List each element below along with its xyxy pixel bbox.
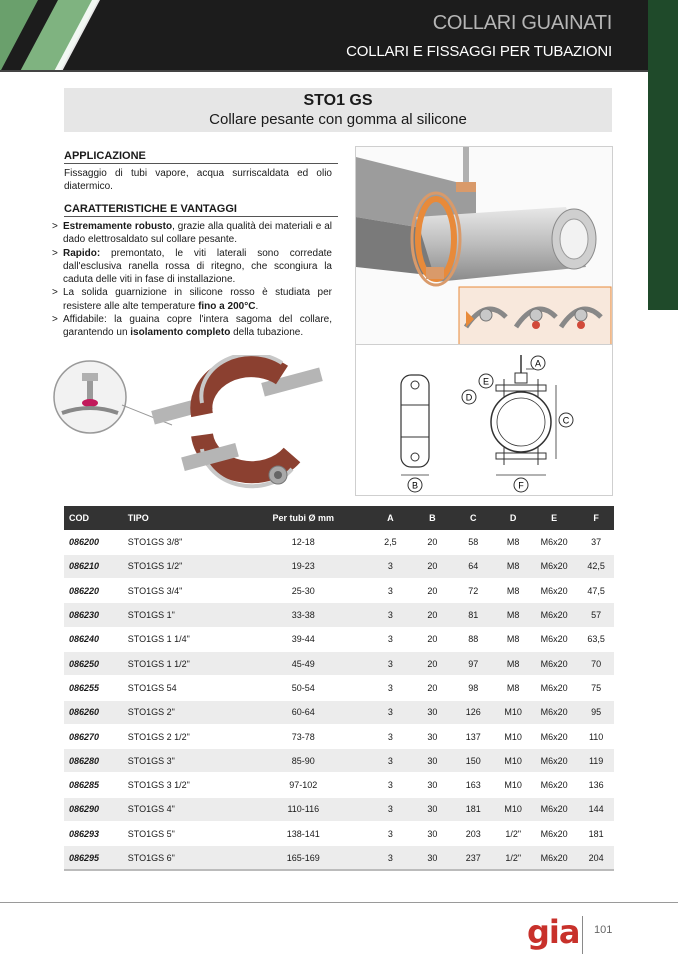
col-header-diameter: Per tubi Ø mm bbox=[240, 506, 366, 530]
table-header-row bbox=[64, 506, 614, 530]
table-cell: 60-64 bbox=[240, 700, 366, 724]
table-cell: 3 bbox=[366, 579, 414, 603]
table-cell: M6x20 bbox=[530, 724, 578, 748]
table-cell: 30 bbox=[415, 822, 451, 846]
header-divider bbox=[0, 70, 678, 72]
dim-label-b: B bbox=[411, 480, 419, 491]
table-cell: 98 bbox=[450, 676, 496, 700]
table-cell: 086280 bbox=[64, 749, 123, 773]
table-cell: 30 bbox=[415, 846, 451, 870]
table-cell: 30 bbox=[415, 700, 451, 724]
table-cell: M8 bbox=[496, 579, 530, 603]
table-cell: 19-23 bbox=[240, 554, 366, 578]
table-row bbox=[64, 749, 614, 773]
table-cell: 20 bbox=[415, 554, 451, 578]
table-row bbox=[64, 651, 614, 675]
table-row bbox=[64, 773, 614, 797]
table-cell: 086210 bbox=[64, 554, 123, 578]
table-cell: 086295 bbox=[64, 846, 123, 870]
table-cell: 237 bbox=[450, 846, 496, 870]
table-row bbox=[64, 554, 614, 578]
table-row bbox=[64, 724, 614, 748]
table-cell: 64 bbox=[450, 554, 496, 578]
table-cell: 30 bbox=[415, 724, 451, 748]
table-cell: M6x20 bbox=[530, 749, 578, 773]
table-cell: M10 bbox=[496, 797, 530, 821]
table-cell: 33-38 bbox=[240, 603, 366, 627]
table-cell: 70 bbox=[578, 651, 614, 675]
category-title: COLLARI GUAINATI bbox=[432, 12, 612, 34]
table-cell: 150 bbox=[450, 749, 496, 773]
table-cell: 25-30 bbox=[240, 579, 366, 603]
table-row bbox=[64, 822, 614, 846]
table-cell: 086240 bbox=[64, 627, 123, 651]
table-cell: 181 bbox=[450, 797, 496, 821]
table-cell: 136 bbox=[578, 773, 614, 797]
table-cell: M8 bbox=[496, 530, 530, 554]
table-cell: M8 bbox=[496, 627, 530, 651]
feature-item: > Affidabile: la guaina copre l'intera sagoma del collare, garantendo un isolamento completo della tubazione. bbox=[52, 313, 332, 340]
table-cell: 30 bbox=[415, 773, 451, 797]
table-cell: 58 bbox=[450, 530, 496, 554]
table-cell: M10 bbox=[496, 773, 530, 797]
table-cell: M6x20 bbox=[530, 797, 578, 821]
table-cell: 1/2" bbox=[496, 822, 530, 846]
table-cell: 086290 bbox=[64, 797, 123, 821]
product-subtitle: Collare pesante con gomma al silicone bbox=[209, 111, 467, 128]
table-row bbox=[64, 846, 614, 870]
table-cell: 3 bbox=[366, 554, 414, 578]
table-cell: STO1GS 1" bbox=[123, 603, 241, 627]
table-cell: M6x20 bbox=[530, 846, 578, 870]
brand-logo: gia bbox=[527, 913, 580, 951]
col-header-f: F bbox=[578, 506, 614, 530]
table-cell: 45-49 bbox=[240, 651, 366, 675]
table-cell: 57 bbox=[578, 603, 614, 627]
table-cell: 086220 bbox=[64, 579, 123, 603]
table-cell: 20 bbox=[415, 603, 451, 627]
table-cell: 81 bbox=[450, 603, 496, 627]
table-cell: 138-141 bbox=[240, 822, 366, 846]
table-cell: 086255 bbox=[64, 676, 123, 700]
table-cell: 20 bbox=[415, 530, 451, 554]
product-title-band bbox=[64, 88, 612, 132]
feature-item: > La solida guarnizione in silicone rosso è studiata per resistere alle alte temperature fino a 200°C. bbox=[52, 286, 332, 313]
table-cell: 3 bbox=[366, 724, 414, 748]
col-header-tipo: TIPO bbox=[123, 506, 241, 530]
table-cell: 3 bbox=[366, 651, 414, 675]
technical-drawing bbox=[355, 344, 613, 496]
table-cell: 3 bbox=[366, 773, 414, 797]
dim-label-a: A bbox=[534, 358, 542, 369]
table-cell: 30 bbox=[415, 749, 451, 773]
subcategory-title: COLLARI E FISSAGGI PER TUBAZIONI bbox=[346, 43, 612, 60]
table-cell: M6x20 bbox=[530, 530, 578, 554]
table-cell: 110-116 bbox=[240, 797, 366, 821]
table-cell: M8 bbox=[496, 603, 530, 627]
table-cell: 086270 bbox=[64, 724, 123, 748]
page-header bbox=[0, 0, 678, 72]
table-cell: 20 bbox=[415, 676, 451, 700]
footer-divider bbox=[0, 902, 678, 903]
table-cell: 85-90 bbox=[240, 749, 366, 773]
features-list bbox=[52, 220, 332, 340]
table-cell: 30 bbox=[415, 797, 451, 821]
table-cell: M6x20 bbox=[530, 554, 578, 578]
table-cell: 086200 bbox=[64, 530, 123, 554]
table-cell: 3 bbox=[366, 627, 414, 651]
table-cell: 3 bbox=[366, 603, 414, 627]
table-cell: STO1GS 3" bbox=[123, 749, 241, 773]
table-cell: STO1GS 2" bbox=[123, 700, 241, 724]
table-cell: 119 bbox=[578, 749, 614, 773]
application-text: Fissaggio di tubi vapore, acqua surriscaldata ed olio diatermico. bbox=[64, 168, 332, 192]
application-heading: APPLICAZIONE bbox=[64, 150, 338, 164]
table-cell: M6x20 bbox=[530, 676, 578, 700]
feature-item: > Rapido: premontato, le viti laterali sono corredate dall'esclusiva ranella rossa di ritegno, che scongiura la caduta delle viti in fase di installazione. bbox=[52, 247, 332, 287]
table-cell: 37 bbox=[578, 530, 614, 554]
table-cell: 20 bbox=[415, 627, 451, 651]
table-cell: 3 bbox=[366, 676, 414, 700]
table-cell: 97 bbox=[450, 651, 496, 675]
table-cell: 1/2" bbox=[496, 846, 530, 870]
col-header-d: D bbox=[496, 506, 530, 530]
table-cell: M6x20 bbox=[530, 700, 578, 724]
table-row bbox=[64, 676, 614, 700]
table-cell: STO1GS 2 1/2" bbox=[123, 724, 241, 748]
table-cell: M8 bbox=[496, 651, 530, 675]
dim-label-f: F bbox=[518, 480, 524, 491]
table-cell: M8 bbox=[496, 554, 530, 578]
col-header-a: A bbox=[366, 506, 414, 530]
col-header-b: B bbox=[415, 506, 451, 530]
table-cell: STO1GS 3/4" bbox=[123, 579, 241, 603]
table-cell: STO1GS 3/8" bbox=[123, 530, 241, 554]
table-cell: 63,5 bbox=[578, 627, 614, 651]
table-cell: M6x20 bbox=[530, 822, 578, 846]
table-cell: 20 bbox=[415, 579, 451, 603]
table-cell: 3 bbox=[366, 749, 414, 773]
table-cell: 39-44 bbox=[240, 627, 366, 651]
table-cell: 204 bbox=[578, 846, 614, 870]
table-cell: 3 bbox=[366, 700, 414, 724]
table-cell: 137 bbox=[450, 724, 496, 748]
col-header-cod: COD bbox=[64, 506, 123, 530]
table-cell: 086285 bbox=[64, 773, 123, 797]
table-cell: 72 bbox=[450, 579, 496, 603]
table-cell: 126 bbox=[450, 700, 496, 724]
clamp-product-image bbox=[52, 355, 342, 495]
table-cell: STO1GS 1 1/2" bbox=[123, 651, 241, 675]
table-cell: STO1GS 3 1/2" bbox=[123, 773, 241, 797]
dim-label-c: C bbox=[562, 415, 570, 426]
table-cell: 75 bbox=[578, 676, 614, 700]
table-cell: 12-18 bbox=[240, 530, 366, 554]
table-cell: 086260 bbox=[64, 700, 123, 724]
table-cell: 110 bbox=[578, 724, 614, 748]
table-cell: 165-169 bbox=[240, 846, 366, 870]
table-cell: 181 bbox=[578, 822, 614, 846]
table-cell: 144 bbox=[578, 797, 614, 821]
table-cell: 95 bbox=[578, 700, 614, 724]
product-code: STO1 GS bbox=[303, 92, 373, 109]
table-cell: 88 bbox=[450, 627, 496, 651]
table-cell: 47,5 bbox=[578, 579, 614, 603]
table-cell: STO1GS 5" bbox=[123, 822, 241, 846]
table-cell: 203 bbox=[450, 822, 496, 846]
dim-label-d: D bbox=[465, 392, 473, 403]
pipe-installation-image bbox=[355, 146, 613, 353]
features-heading: CARATTERISTICHE E VANTAGGI bbox=[64, 203, 338, 217]
table-cell: M6x20 bbox=[530, 627, 578, 651]
table-cell: M6x20 bbox=[530, 603, 578, 627]
table-cell: 3 bbox=[366, 797, 414, 821]
table-cell: STO1GS 1/2" bbox=[123, 554, 241, 578]
page-number: 101 bbox=[594, 924, 613, 936]
table-cell: 73-78 bbox=[240, 724, 366, 748]
table-cell: 42,5 bbox=[578, 554, 614, 578]
table-cell: M6x20 bbox=[530, 579, 578, 603]
table-cell: STO1GS 4" bbox=[123, 797, 241, 821]
table-cell: 086250 bbox=[64, 651, 123, 675]
table-cell: M10 bbox=[496, 749, 530, 773]
table-row bbox=[64, 797, 614, 821]
section-side-tab bbox=[648, 0, 678, 310]
table-cell: 50-54 bbox=[240, 676, 366, 700]
table-cell: M6x20 bbox=[530, 651, 578, 675]
table-cell: 086293 bbox=[64, 822, 123, 846]
table-cell: 086230 bbox=[64, 603, 123, 627]
table-cell: 3 bbox=[366, 822, 414, 846]
col-header-e: E bbox=[530, 506, 578, 530]
table-cell: 2,5 bbox=[366, 530, 414, 554]
table-cell: M8 bbox=[496, 676, 530, 700]
table-cell: M10 bbox=[496, 700, 530, 724]
table-row bbox=[64, 579, 614, 603]
table-cell: 97-102 bbox=[240, 773, 366, 797]
table-cell: 20 bbox=[415, 651, 451, 675]
table-cell: 163 bbox=[450, 773, 496, 797]
col-header-c: C bbox=[450, 506, 496, 530]
table-row bbox=[64, 530, 614, 554]
table-cell: STO1GS 54 bbox=[123, 676, 241, 700]
table-row bbox=[64, 627, 614, 651]
feature-item: > Estremamente robusto, grazie alla qualità dei materiali e al dado elettrosaldato sul collare pesante. bbox=[52, 220, 332, 247]
table-body bbox=[64, 530, 614, 870]
table-cell: STO1GS 6" bbox=[123, 846, 241, 870]
product-table bbox=[64, 506, 614, 871]
footer-separator bbox=[582, 916, 583, 954]
table-cell: STO1GS 1 1/4" bbox=[123, 627, 241, 651]
table-row bbox=[64, 603, 614, 627]
table-cell: M10 bbox=[496, 724, 530, 748]
table-cell: 3 bbox=[366, 846, 414, 870]
dim-label-e: E bbox=[482, 376, 490, 387]
table-cell: M6x20 bbox=[530, 773, 578, 797]
table-row bbox=[64, 700, 614, 724]
